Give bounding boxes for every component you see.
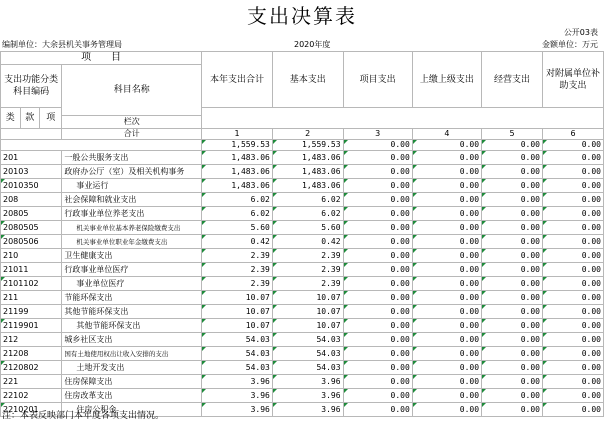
subject-name: 一般公共服务支出 [62, 151, 202, 165]
amount-cell: 10.07 [202, 319, 273, 333]
amount-cell: 1,483.06 [202, 179, 273, 193]
amount-cell: 0.00 [412, 291, 481, 305]
subject-name: 城乡社区支出 [62, 333, 202, 347]
amount-cell: 0.00 [482, 291, 543, 305]
total-cell: 0.00 [542, 140, 603, 151]
subject-code: 21011 [1, 263, 62, 277]
amount-cell: 0.00 [542, 403, 603, 417]
table-row [1, 207, 604, 221]
amount-cell: 0.00 [482, 361, 543, 375]
table-row [1, 305, 604, 319]
amount-cell: 0.00 [343, 361, 412, 375]
amount-cell: 0.00 [482, 249, 543, 263]
amount-cell: 1,483.06 [202, 151, 273, 165]
header-project: 项目支出 [343, 52, 412, 108]
subject-code: 2080506 [1, 235, 62, 249]
amount-cell: 0.00 [343, 403, 412, 417]
fiscal-year: 2020年度 [294, 40, 331, 49]
amount-cell: 54.03 [272, 347, 343, 361]
amount-cell: 0.00 [542, 193, 603, 207]
amount-cell: 0.00 [343, 375, 412, 389]
amount-cell: 0.00 [412, 403, 481, 417]
amount-cell: 10.07 [272, 291, 343, 305]
amount-cell: 54.03 [202, 333, 273, 347]
amount-cell: 0.00 [343, 179, 412, 193]
subject-name: 社会保障和就业支出 [62, 193, 202, 207]
subject-name: 事业单位医疗 [62, 277, 202, 291]
amount-cell: 1,483.06 [272, 165, 343, 179]
amount-cell: 54.03 [272, 333, 343, 347]
amount-cell: 0.00 [482, 165, 543, 179]
amount-cell: 0.00 [343, 249, 412, 263]
amount-cell: 3.96 [272, 375, 343, 389]
header-kuan: 款 [20, 108, 40, 129]
amount-cell: 0.00 [482, 333, 543, 347]
table-row [1, 221, 604, 235]
subject-name: 其他节能环保支出 [62, 305, 202, 319]
subject-code: 221 [1, 375, 62, 389]
total-cell: 1,559.53 [202, 140, 273, 151]
header-basic: 基本支出 [272, 52, 343, 108]
amount-cell: 0.00 [343, 165, 412, 179]
amount-cell: 0.42 [272, 235, 343, 249]
table-row [1, 193, 604, 207]
header-xiang: 项 [40, 108, 62, 129]
table-row [1, 263, 604, 277]
subject-code: 210 [1, 249, 62, 263]
amount-cell: 0.00 [482, 277, 543, 291]
amount-cell: 0.00 [343, 151, 412, 165]
amount-cell: 0.00 [482, 221, 543, 235]
header-heji-label: 合计 [62, 129, 202, 140]
amount-cell: 0.00 [542, 165, 603, 179]
amount-cell: 6.02 [272, 193, 343, 207]
amount-cell: 0.00 [412, 375, 481, 389]
amount-cell: 3.96 [272, 389, 343, 403]
subject-code: 2119901 [1, 319, 62, 333]
amount-cell: 0.00 [542, 263, 603, 277]
amount-cell: 0.00 [542, 221, 603, 235]
amount-cell: 0.00 [542, 207, 603, 221]
table-row [1, 277, 604, 291]
subject-code: 2080505 [1, 221, 62, 235]
amount-cell: 0.00 [542, 319, 603, 333]
col-num-2: 2 [272, 129, 343, 140]
subject-code: 212 [1, 333, 62, 347]
form-code: 公开03表 [563, 28, 598, 37]
amount-cell: 0.00 [482, 389, 543, 403]
subject-code: 21208 [1, 347, 62, 361]
total-cell: 0.00 [343, 140, 412, 151]
col-num-1: 1 [202, 129, 273, 140]
table-row [1, 389, 604, 403]
amount-cell: 2.39 [202, 263, 273, 277]
amount-cell: 10.07 [272, 305, 343, 319]
amount-cell: 10.07 [272, 319, 343, 333]
amount-cell: 3.96 [202, 403, 273, 417]
table-row [1, 151, 604, 165]
amount-cell: 0.00 [542, 361, 603, 375]
amount-cell: 0.00 [542, 305, 603, 319]
amount-cell: 10.07 [202, 291, 273, 305]
amount-cell: 54.03 [202, 347, 273, 361]
subject-code: 2010350 [1, 179, 62, 193]
subject-code: 2210201 [1, 403, 62, 417]
amount-cell: 0.00 [482, 347, 543, 361]
header-xiangmu: 项 目 [1, 52, 202, 65]
amount-cell: 0.00 [412, 319, 481, 333]
amount-cell: 0.00 [343, 305, 412, 319]
amount-cell: 3.96 [202, 375, 273, 389]
amount-cell: 0.00 [412, 193, 481, 207]
amount-cell: 0.00 [542, 291, 603, 305]
amount-cell: 2.39 [272, 263, 343, 277]
amount-cell: 0.00 [412, 151, 481, 165]
amount-cell: 2.39 [272, 249, 343, 263]
amount-cell: 0.00 [542, 235, 603, 249]
amount-cell: 0.00 [482, 151, 543, 165]
col-num-5: 5 [482, 129, 543, 140]
amount-cell: 0.42 [202, 235, 273, 249]
amount-cell: 0.00 [412, 347, 481, 361]
col-num-6: 6 [542, 129, 603, 140]
subject-name: 行政事业单位养老支出 [62, 207, 202, 221]
subject-name: 行政事业单位医疗 [62, 263, 202, 277]
table-row [1, 249, 604, 263]
header-subject-name: 科目名称 [62, 65, 202, 116]
subject-name: 其他节能环保支出 [62, 319, 202, 333]
amount-cell: 6.02 [202, 193, 273, 207]
table-row [1, 347, 604, 361]
table-row [1, 291, 604, 305]
amount-cell: 0.00 [542, 375, 603, 389]
amount-cell: 0.00 [343, 333, 412, 347]
header-lei: 类 [1, 108, 21, 129]
amount-cell: 1,483.06 [272, 151, 343, 165]
total-cell: 0.00 [482, 140, 543, 151]
amount-cell: 0.00 [343, 263, 412, 277]
total-cell: 1,559.53 [272, 140, 343, 151]
table-row [1, 361, 604, 375]
header-upper: 上缴上级支出 [412, 52, 481, 108]
amount-cell: 0.00 [343, 291, 412, 305]
expenditure-table [0, 51, 604, 417]
subject-name: 住房保障支出 [62, 375, 202, 389]
amount-cell: 0.00 [412, 263, 481, 277]
amount-cell: 0.00 [412, 333, 481, 347]
amount-cell: 0.00 [482, 193, 543, 207]
amount-cell: 0.00 [343, 389, 412, 403]
amount-cell: 0.00 [542, 151, 603, 165]
subject-name: 住房改革支出 [62, 389, 202, 403]
amount-cell: 1,483.06 [272, 179, 343, 193]
subject-code: 211 [1, 291, 62, 305]
subject-code: 20805 [1, 207, 62, 221]
amount-cell: 0.00 [542, 389, 603, 403]
col-num-4: 4 [412, 129, 481, 140]
amount-cell: 2.39 [202, 277, 273, 291]
amount-cell: 0.00 [343, 319, 412, 333]
subject-name: 政府办公厅（室）及相关机构事务 [62, 165, 202, 179]
header-total: 本年支出合计 [202, 52, 273, 108]
subject-code: 208 [1, 193, 62, 207]
amount-cell: 0.00 [343, 221, 412, 235]
amount-cell: 0.00 [482, 207, 543, 221]
amount-cell: 2.39 [272, 277, 343, 291]
footnote: 注：本表反映部门本年度各项支出情况。 [2, 411, 165, 421]
header-lanci: 栏次 [62, 116, 202, 129]
subject-name: 机关事业单位基本养老保险缴费支出 [62, 221, 202, 235]
table-row [1, 165, 604, 179]
subject-name: 国有土地使用权出让收入安排的支出 [62, 347, 202, 361]
amount-cell: 6.02 [272, 207, 343, 221]
subject-name: 节能环保支出 [62, 291, 202, 305]
total-row [1, 140, 604, 151]
table-row [1, 235, 604, 249]
amount-cell: 0.00 [482, 403, 543, 417]
amount-cell: 54.03 [272, 361, 343, 375]
amount-cell: 5.60 [202, 221, 273, 235]
amount-cell: 0.00 [412, 207, 481, 221]
amount-cell: 10.07 [202, 305, 273, 319]
amount-cell: 54.03 [202, 361, 273, 375]
amount-cell: 0.00 [412, 165, 481, 179]
amount-cell: 0.00 [343, 235, 412, 249]
unit-label: 编制单位：大余县机关事务管理局 [2, 40, 122, 49]
amount-cell: 0.00 [542, 249, 603, 263]
amount-cell: 0.00 [542, 347, 603, 361]
amount-cell: 5.60 [272, 221, 343, 235]
subject-name: 土地开发支出 [62, 361, 202, 375]
amount-cell: 0.00 [412, 277, 481, 291]
amount-cell: 0.00 [412, 179, 481, 193]
subject-code: 2120802 [1, 361, 62, 375]
header-spacer [202, 108, 604, 129]
amount-cell: 0.00 [482, 375, 543, 389]
amount-cell: 0.00 [482, 319, 543, 333]
subject-code: 20103 [1, 165, 62, 179]
amount-cell: 6.02 [202, 207, 273, 221]
amount-cell: 0.00 [482, 305, 543, 319]
subject-name: 卫生健康支出 [62, 249, 202, 263]
amount-cell: 0.00 [482, 179, 543, 193]
amount-cell: 3.96 [272, 403, 343, 417]
subject-code: 201 [1, 151, 62, 165]
table-row [1, 375, 604, 389]
amount-cell: 2.39 [202, 249, 273, 263]
table-row [1, 333, 604, 347]
amount-cell: 0.00 [343, 347, 412, 361]
amount-cell: 0.00 [412, 389, 481, 403]
amount-cell: 0.00 [412, 361, 481, 375]
col-num-3: 3 [343, 129, 412, 140]
amount-cell: 0.00 [343, 277, 412, 291]
header-subsidy: 对附属单位补助支出 [542, 52, 603, 108]
amount-cell: 0.00 [343, 193, 412, 207]
amount-cell: 0.00 [412, 235, 481, 249]
amount-cell: 0.00 [542, 333, 603, 347]
subject-code: 22102 [1, 389, 62, 403]
subject-code: 2101102 [1, 277, 62, 291]
amount-cell: 0.00 [412, 305, 481, 319]
amount-cell: 0.00 [412, 221, 481, 235]
subject-name: 机关事业单位职业年金缴费支出 [62, 235, 202, 249]
header-func-class: 支出功能分类科目编码 [1, 65, 62, 108]
amount-cell: 0.00 [542, 179, 603, 193]
amount-cell: 0.00 [412, 249, 481, 263]
amount-cell: 0.00 [343, 207, 412, 221]
subject-name: 事业运行 [62, 179, 202, 193]
total-cell: 0.00 [412, 140, 481, 151]
subject-name: 住房公积金 [62, 403, 202, 417]
page-title: 支出决算表 [247, 4, 357, 28]
amount-cell: 3.96 [202, 389, 273, 403]
amount-cell: 0.00 [482, 263, 543, 277]
total-spacer [1, 140, 202, 151]
amount-cell: 0.00 [542, 277, 603, 291]
header-operating: 经营支出 [482, 52, 543, 108]
amount-unit: 金额单位：万元 [542, 40, 598, 49]
amount-cell: 0.00 [482, 235, 543, 249]
table-row [1, 319, 604, 333]
table-row [1, 179, 604, 193]
amount-cell: 1,483.06 [202, 165, 273, 179]
row-lanci-code-spacer [1, 129, 62, 140]
subject-code: 21199 [1, 305, 62, 319]
